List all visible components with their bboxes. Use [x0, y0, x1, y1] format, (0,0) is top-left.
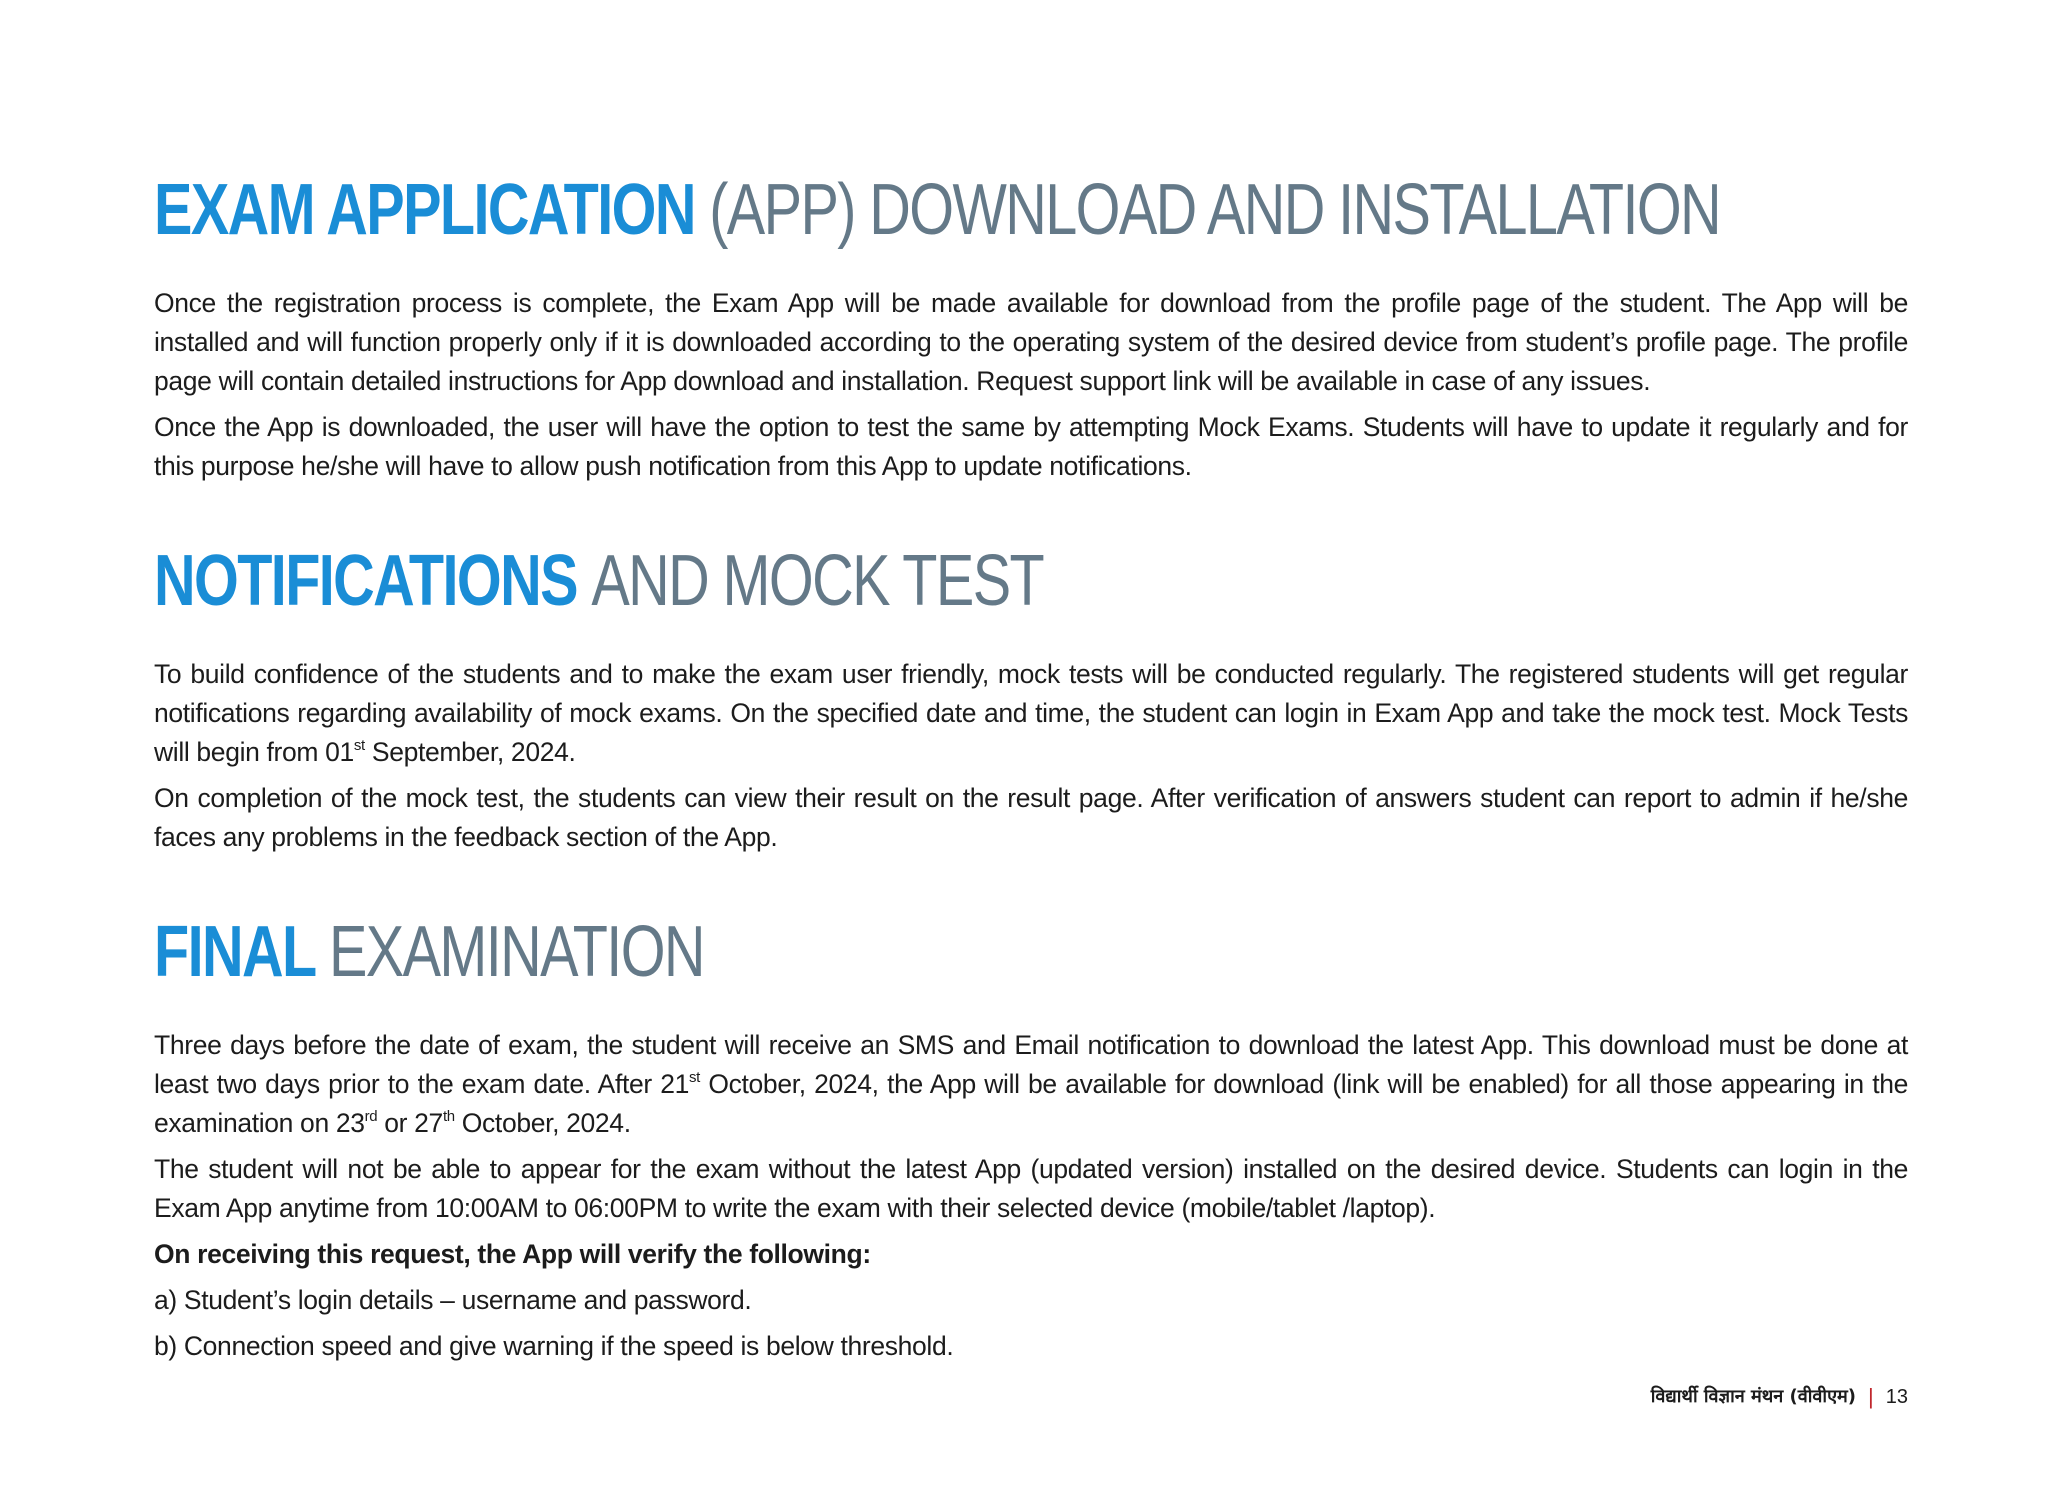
ordinal-suffix: st [689, 1069, 700, 1086]
section-heading [154, 168, 1720, 252]
heading-strong: FINAL [154, 912, 315, 992]
paragraph: The student will not be able to appear for the exam without the latest App (updated version) installed on the desired device. Students can login in the Exam App anytime from 10:00AM to 06:00PM to write the exam with their selected device (mobile/tablet /laptop). [154, 1154, 1908, 1223]
ordinal-suffix: st [353, 737, 365, 754]
heading-light: (APP) DOWNLOAD AND INSTALLATION [709, 170, 1721, 250]
page-footer [1651, 1382, 1908, 1412]
heading-strong: NOTIFICATIONS [154, 541, 577, 621]
ordinal-suffix: rd [364, 1108, 378, 1125]
paragraph: Once the registration process is complete, the Exam App will be made available for download from the profile page of the student. The App will be installed and will function properly only if it is downloaded according to the operating system of the desired device from student’s profile page. The profile page will contain detailed instructions for App download and installation. Request support link will be available in case of any issues. [154, 288, 1908, 396]
bold-line: On receiving this request, the App will verify the following: [154, 1239, 871, 1269]
section-final-examination [154, 910, 1908, 1361]
paragraph-text: September, 2024. [364, 737, 576, 767]
heading-strong: EXAM APPLICATION [154, 170, 695, 250]
paragraph-text: To build confidence of the students and to make the exam user friendly, mock tests will be conducted regularly. The registered students will get regular notifications regarding availability of mock exams. On the specified date and time, the student can login in Exam App and take the mock test. Mock Tests will begin from 01 [154, 659, 1908, 767]
paragraph-text: October, 2024, the App will be available for download (link will be enabled) for all those appearing in the examination on 23 [154, 1069, 1908, 1138]
ordinal-suffix: th [442, 1108, 455, 1125]
paragraph-text: Three days before the date of exam, the student will receive an SMS and Email notification to download the latest App. This download must be done at least two days prior to the exam date. After 21 [154, 1030, 1908, 1099]
paragraph [154, 655, 1908, 772]
section-heading [154, 539, 1043, 623]
paragraph-text: or 27 [377, 1108, 443, 1138]
section-heading [154, 910, 704, 994]
heading-light: AND MOCK TEST [591, 541, 1044, 621]
publication-title: विद्यार्थी विज्ञान मंथन (वीवीएम) [1650, 1386, 1857, 1407]
page-number: 13 [1885, 1386, 1908, 1408]
section-exam-application [154, 168, 2048, 481]
paragraph: Once the App is downloaded, the user will have the option to test the same by attempting Mock Exams. Students will have to update it regularly and for this purpose he/she will have to allow push notification from this App to update notifications. [154, 412, 1908, 481]
section-body [154, 1026, 1908, 1373]
section-notifications [154, 539, 1908, 852]
list-item: a) Student’s login details – username and password. [154, 1285, 752, 1315]
section-body [154, 655, 1908, 864]
section-body [154, 284, 1908, 493]
paragraph: On completion of the mock test, the students can view their result on the result page. After verification of answers student can report to admin if he/she faces any problems in the feedback section of the App. [154, 783, 1908, 852]
paragraph-text: October, 2024. [454, 1108, 631, 1138]
heading-light: EXAMINATION [328, 912, 704, 992]
paragraph [154, 1026, 1908, 1143]
list-item: b) Connection speed and give warning if the speed is below threshold. [154, 1331, 954, 1361]
footer-separator: | [1868, 1384, 1874, 1409]
